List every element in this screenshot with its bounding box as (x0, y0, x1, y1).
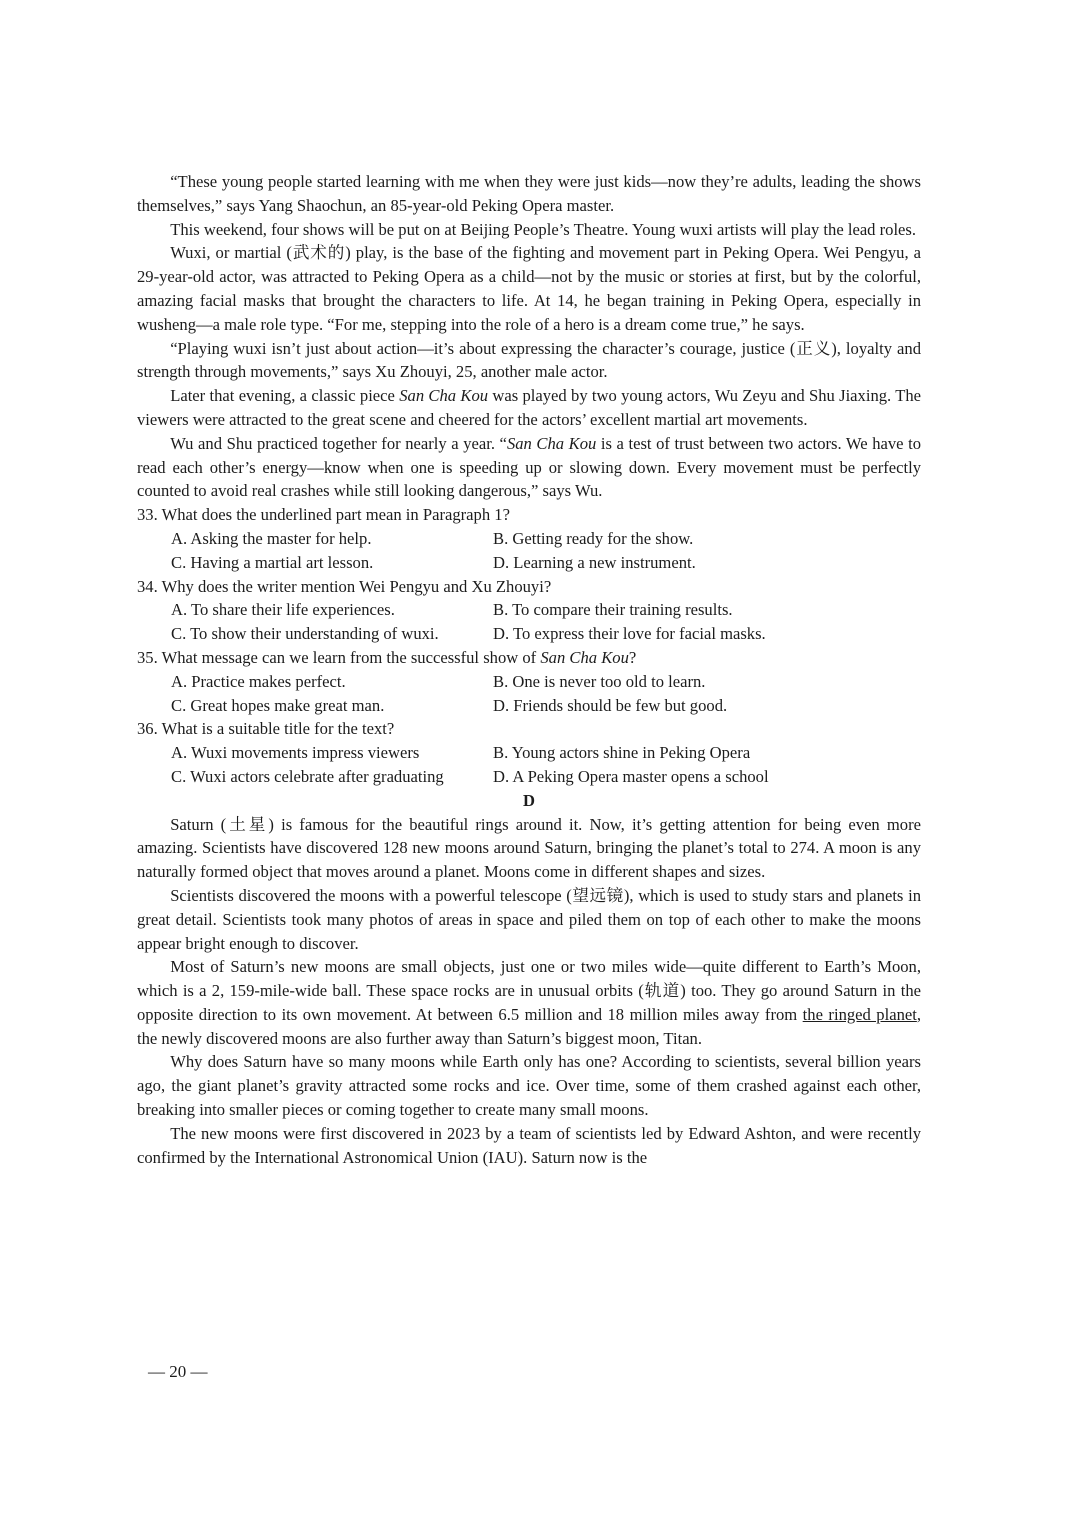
question-stem: 36. What is a suitable title for the text? (137, 719, 395, 739)
option-d: D. A Peking Opera master opens a school (493, 766, 769, 786)
option-a: A. To share their life experiences. (171, 600, 395, 620)
question-34 (137, 575, 921, 646)
section-label-d: D (523, 790, 535, 810)
question-36 (137, 717, 921, 788)
passage-d-paragraph-5: The new moons were first discovered in 2023 by a team of scientists led by Edward Ashton, and were recently confirmed by the International Astronomical Union (IAU). Saturn now is the (137, 1123, 921, 1167)
option-c: C. Wuxi actors celebrate after graduating (171, 766, 444, 786)
option-d: D. Friends should be few but good. (493, 695, 728, 715)
question-35 (137, 646, 921, 717)
passage-c-paragraph-5: Later that evening, a classic piece San Cha Kou was played by two young actors, Wu Zeyu and Shu Jiaxing. The viewers were attracted to the great scene and cheered for the actors’ excellent martial art movements. (137, 386, 922, 429)
passage-c-paragraph-6: Wu and Shu practiced together for nearly a year. “San Cha Kou is a test of trust between two actors. We have to read each other’s energy—know when one is speeding up or slowing down. Every movement must be perfectly counted to avoid real crashes while still looking dangerous,” says Wu. (137, 433, 922, 501)
question-stem: 35. What message can we learn from the successful show of San Cha Kou? (137, 647, 637, 667)
question-33 (137, 503, 921, 574)
option-c: C. To show their understanding of wuxi. (171, 624, 439, 644)
question-options (137, 670, 921, 718)
question-options (137, 741, 921, 789)
passage-d-paragraph-4: Why does Saturn have so many moons while Earth only has one? According to scientists, several billion years ago, the giant planet’s gravity attracted some rocks and ice. Over time, some of them crashed against each other, breaking into smaller pieces or coming together to create many small moons. (137, 1052, 921, 1120)
passage-c-paragraph-3: Wuxi, or martial (武术的) play, is the base of the fighting and movement part in Peking Opera. Wei Pengyu, a 29-year-old actor, was attracted to Peking Opera as a child—not by the music or stories at first, but by the colorful, amazing facial masks that brought the characters to life. At 14, he began training in Peking Opera, especially in wusheng—a male role type. “For me, stepping into the role of a hero is a dream come true,” he says. (137, 243, 921, 334)
passage-c-paragraph-1: “These young people started learning with me when they were just kids—now they’re adults, leading the shows themselves,” says Yang Shaochun, an 85-year-old Peking Opera master. (137, 172, 921, 215)
passage-d-paragraph-2: Scientists discovered the moons with a powerful telescope (望远镜), which is used to study stars and planets in great detail. Scientists took many photos of areas in space and piled them on top of each other to make the moons appear bright enough to discover. (137, 885, 921, 953)
question-options (137, 527, 921, 575)
passage-d-paragraph-1: Saturn (土星) is famous for the beautiful rings around it. Now, it’s getting attention for being even more amazing. Scientists have discovered 128 new moons around Saturn, bringing the planet’s total to 274. A moon is any naturally formed object that moves around a planet. Moons come in different shapes and sizes. (137, 814, 921, 882)
option-a: A. Asking the master for help. (171, 528, 372, 548)
passage-c-paragraph-2: This weekend, four shows will be put on at Beijing People’s Theatre. Young wuxi artists will play the lead roles. (170, 219, 917, 239)
option-b: B. To compare their training results. (493, 600, 733, 620)
option-b: B. Getting ready for the show. (493, 528, 694, 548)
exam-page (137, 170, 921, 1169)
option-a: A. Practice makes perfect. (171, 671, 346, 691)
option-b: B. Young actors shine in Peking Opera (493, 743, 751, 763)
page-number: — 20 — (148, 1362, 208, 1381)
question-stem: 34. Why does the writer mention Wei Pengyu and Xu Zhouyi? (137, 576, 552, 596)
option-c: C. Great hopes make great man. (171, 695, 385, 715)
question-stem: 33. What does the underlined part mean in Paragraph 1? (137, 505, 510, 525)
passage-c-paragraph-4: “Playing wuxi isn’t just about action—it’s about expressing the character’s courage, justice (正义), loyalty and strength through movements,” says Xu Zhouyi, 25, another male actor. (137, 338, 921, 382)
option-d: D. To express their love for facial masks. (493, 624, 766, 644)
option-b: B. One is never too old to learn. (493, 671, 706, 691)
option-c: C. Having a martial art lesson. (171, 552, 374, 572)
question-options (137, 598, 921, 646)
option-d: D. Learning a new instrument. (493, 552, 696, 572)
passage-d-paragraph-3: Most of Saturn’s new moons are small objects, just one or two miles wide—quite different to Earth’s Moon, which is a 2, 159-mile-wide ball. These space rocks are in unusual orbits (轨道) too. They go around Saturn in the opposite direction to its own movement. At between 6.5 million and 18 million miles away from the ringed planet, the newly discovered moons are also further away than Saturn’s biggest moon, Titan. (137, 957, 922, 1048)
option-a: A. Wuxi movements impress viewers (171, 743, 420, 763)
